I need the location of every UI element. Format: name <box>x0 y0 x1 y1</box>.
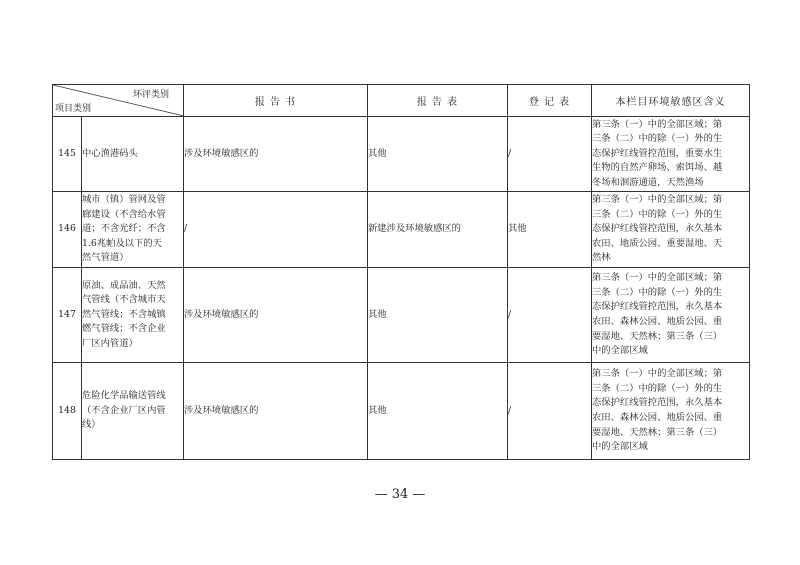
meaning-line: 要湿地、天然林；第三条（三） <box>592 330 723 342</box>
diag-top-label: 环评类别 <box>132 90 169 100</box>
report-book-cell: 涉及环境敏感区的 <box>184 117 368 192</box>
meaning-line: 然林 <box>592 252 611 264</box>
project-name-line: （不含企业厂区内管 <box>82 404 166 416</box>
meaning-line: 农田、森林公园、地质公园、重 <box>592 316 723 327</box>
row-number: 145 <box>53 117 82 192</box>
meaning-line: 生物的自然产卵场、索饵场、越 <box>592 162 723 174</box>
report-book-cell: 涉及环境敏感区的 <box>184 363 368 460</box>
project-name-line: 线） <box>82 419 101 431</box>
report-book-cell: 涉及环境敏感区的 <box>184 268 368 363</box>
meaning-cell <box>592 268 750 363</box>
meaning-line: 三条（二）中的除（一）外的生 <box>592 382 723 394</box>
project-name-line: 危险化学品输送管线 <box>82 390 166 402</box>
table-row <box>53 192 750 268</box>
report-form-cell: 其他 <box>368 363 508 460</box>
report-book-cell: / <box>184 192 368 268</box>
meaning-line: 第三条（一）中的全部区域；第 <box>592 118 723 130</box>
project-name-line: 原油、成品油、天然 <box>82 279 166 291</box>
table-row <box>53 268 750 363</box>
meaning-line: 态保护红线管控范围，永久基本 <box>592 397 723 409</box>
diagonal-header-cell <box>53 85 184 117</box>
meaning-line: 要湿地、天然林；第三条（三） <box>592 426 723 438</box>
meaning-line: 冬场和洄游通道，天然渔场 <box>592 176 704 188</box>
row-number: 148 <box>53 363 82 460</box>
meaning-line: 农田、森林公园、地质公园、重 <box>592 412 723 423</box>
meaning-line: 第三条（一）中的全部区域；第 <box>592 272 723 284</box>
meaning-cell <box>592 192 750 268</box>
register-cell: / <box>508 363 592 460</box>
project-name-line: 廊建设（不含给水管 <box>82 208 166 220</box>
eia-category-table <box>52 84 750 460</box>
meaning-line: 态保护红线管控范围，永久基本 <box>592 301 723 313</box>
register-cell: 其他 <box>508 192 592 268</box>
project-name-line: 厂区内管道） <box>82 337 138 349</box>
project-name-line: 然气管道） <box>82 252 129 264</box>
register-cell: / <box>508 268 592 363</box>
row-number: 147 <box>53 268 82 363</box>
meaning-line: 第三条（一）中的全部区域；第 <box>592 194 723 206</box>
meaning-line: 态保护红线管控范围，重要水生 <box>592 147 723 159</box>
report-form-cell: 其他 <box>368 117 508 192</box>
project-name: 中心渔港码头 <box>82 117 184 192</box>
meaning-cell <box>592 363 750 460</box>
meaning-line: 农田、地质公园、重要湿地、天 <box>592 237 723 249</box>
col-header-report-form: 报 告 表 <box>368 85 508 117</box>
project-name-line: 燃气管线；不含企业 <box>82 323 166 335</box>
meaning-line: 中的全部区域 <box>592 441 648 453</box>
report-form-cell: 新建涉及环境敏感区的 <box>368 192 508 268</box>
report-form-cell: 其他 <box>368 268 508 363</box>
header-row <box>53 85 750 117</box>
project-name-line: 气管线（不含城市天 <box>82 294 166 306</box>
project-name <box>82 268 184 363</box>
project-name-line: 城市（镇）管网及管 <box>82 194 166 206</box>
meaning-line: 三条（二）中的除（一）外的生 <box>592 286 723 298</box>
meaning-line: 态保护红线管控范围，永久基本 <box>592 223 723 235</box>
project-name-line: 道；不含光纤；不含 <box>82 223 166 235</box>
meaning-line: 三条（二）中的除（一）外的生 <box>592 133 723 145</box>
project-name-line: 1.6兆帕及以下的天 <box>82 237 162 249</box>
meaning-cell <box>592 117 750 192</box>
project-name <box>82 363 184 460</box>
meaning-line: 中的全部区域 <box>592 345 648 357</box>
meaning-line: 三条（二）中的除（一）外的生 <box>592 208 723 220</box>
diag-bottom-label: 项目类别 <box>55 104 92 114</box>
meaning-line: 第三条（一）中的全部区域；第 <box>592 368 723 380</box>
project-name-line: 然气管线；不含城镇 <box>82 308 166 320</box>
register-cell: / <box>508 117 592 192</box>
col-header-register: 登 记 表 <box>508 85 592 117</box>
project-name <box>82 192 184 268</box>
page-number: — 34 — <box>374 487 426 502</box>
table-row <box>53 117 750 192</box>
col-header-meaning: 本栏目环境敏感区含义 <box>592 85 750 117</box>
row-number: 146 <box>53 192 82 268</box>
table-row <box>53 363 750 460</box>
col-header-report-book: 报 告 书 <box>184 85 368 117</box>
